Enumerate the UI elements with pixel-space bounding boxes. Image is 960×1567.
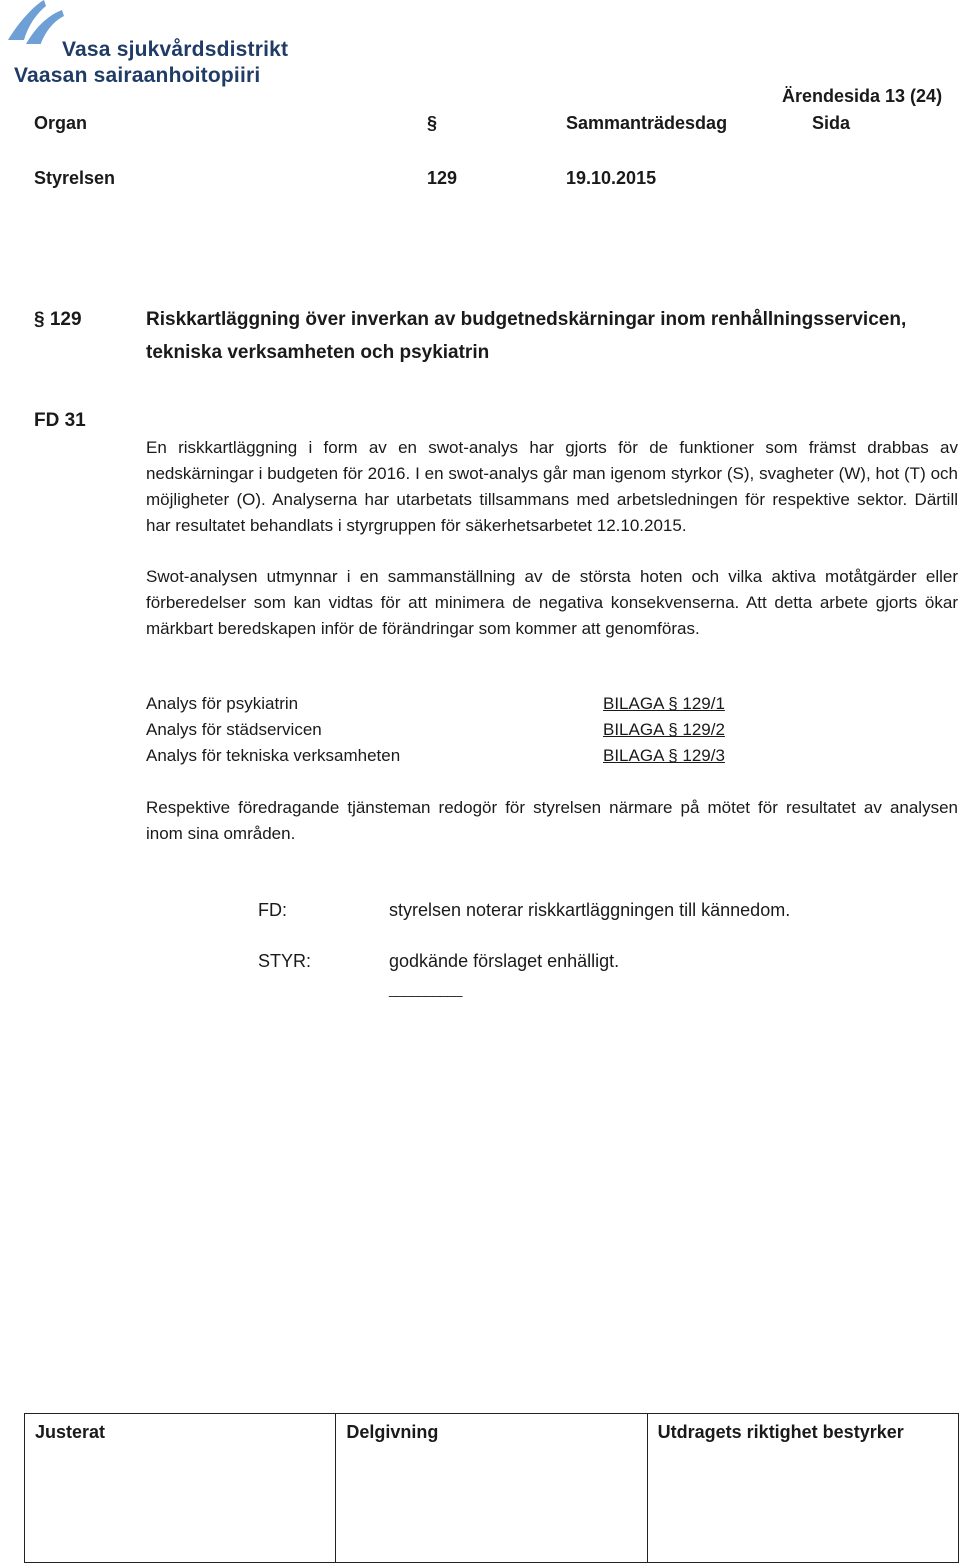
signature-table (24, 1413, 959, 1563)
body-paragraph-1: En riskkartläggning i form av en swot-analys har gjorts för de funktioner som främst drabbas av nedskärningar i budgeten för 2016. I en swot-analys går man igenom styrkor (S), svagheter (W), hot (T) och möjligheter (O). Analyserna har utarbetats tillsammans med arbetsledningen för respektive sektor. Därtill har resultatet behandlats i styrgruppen för säkerhetsarbetet 12.10.2015. (146, 438, 958, 535)
footer-delgivning: Delgivning (336, 1414, 647, 1563)
header-page-label: Sida (812, 113, 851, 133)
attachment-item (146, 743, 725, 769)
attachment-item (146, 717, 725, 743)
attachment-label: Analys för tekniska verksamheten (146, 746, 401, 765)
logo-text-finnish: Vaasan sairaanhoitopiiri (14, 64, 261, 87)
section-ref: FD 31 (34, 410, 86, 431)
header-paragraph-label: § (427, 113, 438, 133)
attachment-ref[interactable]: BILAGA § 129/1 (603, 694, 725, 713)
section-title: Riskkartläggning över inverkan av budgetnedskärningar inom renhållningsservicen, tekniska verksamheten och psykiatrin (146, 309, 907, 363)
body-paragraph-2: Swot-analysen utmynnar i en sammanställning av de största hoten och vilka aktiva motåtgärder eller förberedelser som kan vidtas för att minimera de negativa konsekvenserna. Att detta arbete gjorts ökar märkbart beredskapen inför de förändringar som kommer att genomföras. (146, 567, 958, 638)
attachment-item (146, 691, 725, 717)
attachment-label: Analys för städservicen (146, 720, 322, 739)
signature-rule: __________ (389, 981, 462, 997)
attachment-ref[interactable]: BILAGA § 129/3 (603, 746, 725, 765)
header-date-label: Sammanträdesdag (566, 113, 728, 133)
attachment-ref[interactable]: BILAGA § 129/2 (603, 720, 725, 739)
header-date-value: 19.10.2015 (566, 168, 657, 188)
section-symbol: § (34, 309, 45, 330)
header-paragraph-value: 129 (427, 168, 458, 188)
body-paragraph-3: Respektive föredragande tjänsteman redogör för styrelsen närmare på mötet för resultatet av analysen inom sina områden. (146, 798, 958, 843)
section-number-value: 129 (49, 309, 82, 330)
attachment-label: Analys för psykiatrin (146, 694, 299, 713)
logo-text-swedish: Vasa sjukvårdsdistrikt (62, 38, 289, 61)
footer-justerat: Justerat (25, 1414, 336, 1563)
footer-bestyrker: Utdragets riktighet bestyrker (647, 1414, 958, 1563)
styr-label: STYR: (258, 951, 312, 971)
header-organ-label: Organ (34, 113, 88, 133)
styr-text: godkände förslaget enhälligt. (389, 951, 620, 971)
header-organ-value: Styrelsen (34, 168, 116, 188)
logo-wave-icon (6, 0, 68, 58)
fd-label: FD: (258, 900, 287, 920)
fd-text: styrelsen noterar riskkartläggningen till kännedom. (389, 900, 791, 920)
attachment-list (146, 691, 725, 769)
section-number (34, 303, 82, 336)
page-label: Ärendesida 13 (24) (782, 86, 943, 106)
